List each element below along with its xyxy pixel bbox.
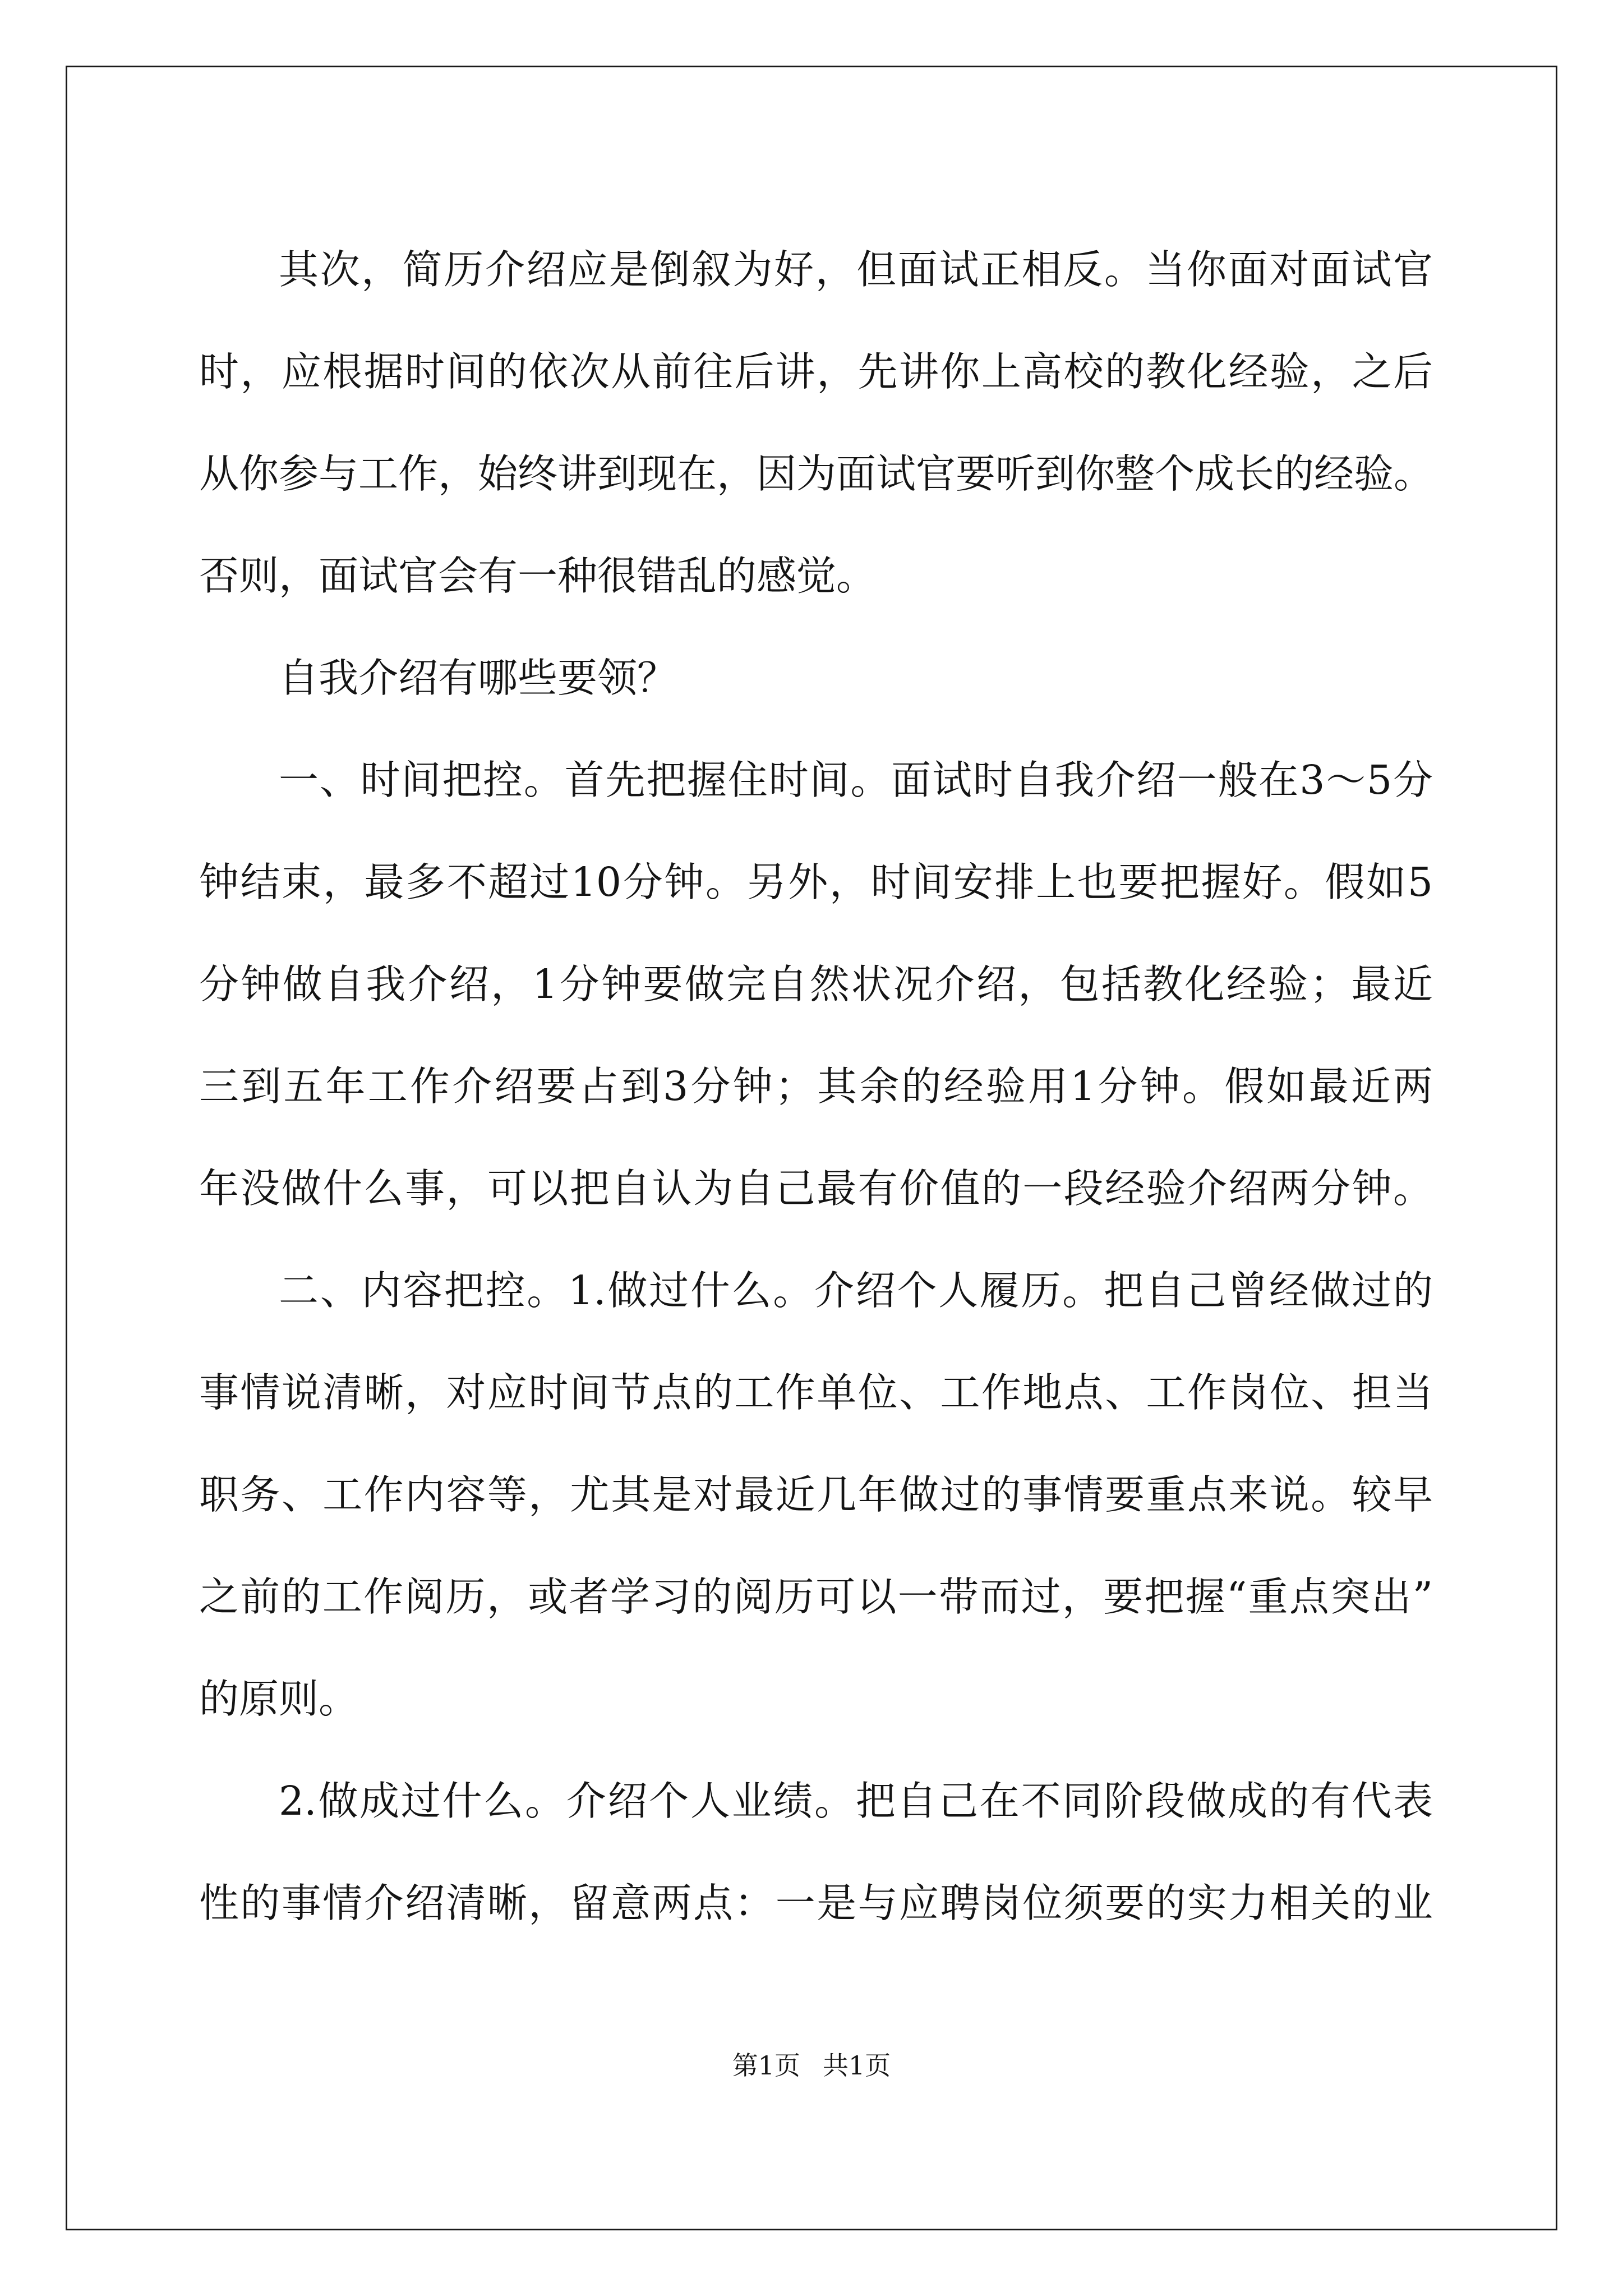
text-line: 三到五年工作介绍要占到3分钟；其余的经验用1分钟。假如最近两 <box>199 1063 1433 1110</box>
text-line: 否则，面试官会有一种很错乱的感觉。 <box>199 553 877 599</box>
text-line: 之前的工作阅历，或者学习的阅历可以一带而过，要把握“重点突出” <box>199 1573 1433 1620</box>
text-line: 从你参与工作，始终讲到现在，因为面试官要听到你整个成长的经验。 <box>199 450 1434 497</box>
text-line: 的原则。 <box>199 1676 359 1722</box>
text-line: 其次，简历介绍应是倒叙为好，但面试正相反。当你面对面试官 <box>279 246 1433 293</box>
page-footer <box>0 2049 1623 2082</box>
text-line: 事情说清晰，对应时间节点的工作单位、工作地点、工作岗位、担当 <box>199 1369 1433 1416</box>
text-line: 年没做什么事，可以把自认为自己最有价值的一段经验介绍两分钟。 <box>199 1165 1433 1212</box>
text-line: 职务、工作内容等，尤其是对最近几年做过的事情要重点来说。较早 <box>199 1471 1433 1518</box>
page-total: 共1页 <box>823 2050 891 2081</box>
text-line: 性的事情介绍清晰，留意两点：一是与应聘岗位须要的实力相关的业 <box>199 1880 1433 1926</box>
text-line: 2.做成过什么。介绍个人业绩。把自己在不同阶段做成的有代表 <box>279 1778 1433 1824</box>
text-line: 一、时间把控。首先把握住时间。面试时自我介绍一般在3～5分 <box>279 757 1433 803</box>
document-body <box>199 219 1433 1954</box>
text-line: 钟结束，最多不超过10分钟。另外，时间安排上也要把握好。假如5 <box>199 859 1433 905</box>
text-line: 自我介绍有哪些要领？ <box>279 655 677 701</box>
page-number: 第1页 <box>732 2050 800 2081</box>
text-line: 二、内容把控。1.做过什么。介绍个人履历。把自己曾经做过的 <box>279 1267 1433 1314</box>
text-line: 时，应根据时间的依次从前往后讲，先讲你上高校的教化经验，之后 <box>199 348 1433 395</box>
text-line: 分钟做自我介绍，1分钟要做完自然状况介绍，包括教化经验；最近 <box>199 961 1433 1007</box>
